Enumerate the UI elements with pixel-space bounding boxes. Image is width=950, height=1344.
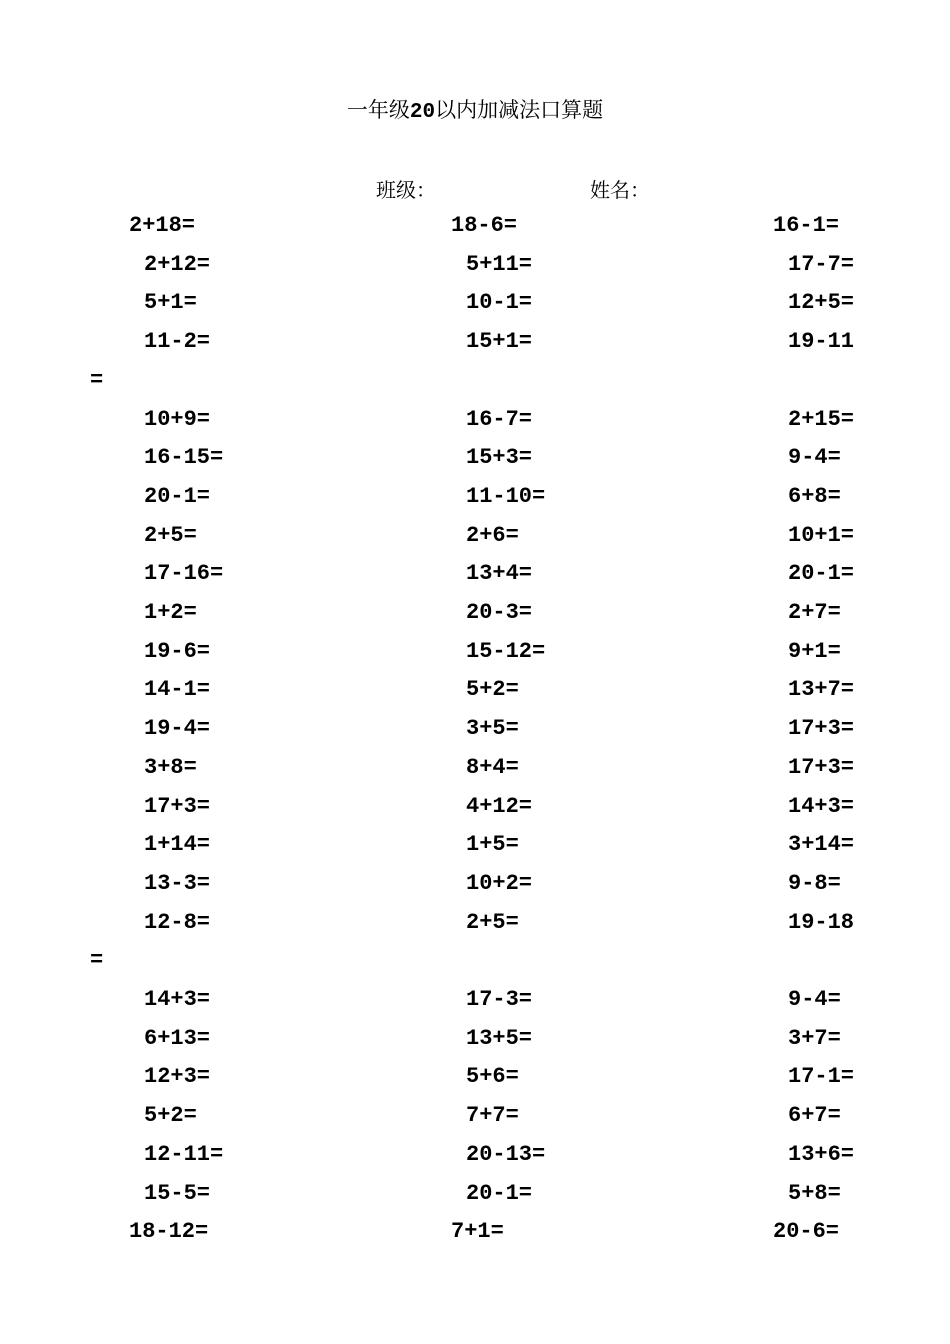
- problem-item: 17+3=: [144, 793, 211, 819]
- problem-item: 5+11=: [466, 251, 533, 277]
- problem-item: 17+3=: [788, 716, 855, 742]
- problem-item: 17-3=: [466, 987, 533, 1012]
- problem-item: 6+8=: [788, 483, 841, 509]
- name-label: 姓名：: [590, 178, 650, 202]
- problem-item: 20-1=: [466, 1180, 533, 1206]
- title-prefix: 一年级: [346, 98, 410, 122]
- problem-item: 3+14=: [788, 832, 855, 858]
- problem-item: 17-16=: [144, 561, 224, 587]
- problem-item: 10+9=: [144, 406, 211, 432]
- title-number: 20: [409, 101, 436, 124]
- title-suffix: 以内加减法口算题: [435, 98, 604, 122]
- page-title: [0, 94, 950, 124]
- problem-item: 1+5=: [466, 832, 519, 858]
- problem-item: 15-5=: [144, 1180, 211, 1206]
- problem-item: 19-6=: [144, 638, 211, 664]
- problem-item: 6+7=: [788, 1103, 841, 1129]
- problem-item: 20-6=: [773, 1219, 840, 1245]
- problem-item: 9-8=: [788, 870, 841, 896]
- problem-item: 14+3=: [144, 987, 211, 1012]
- problem-item: 12-11=: [144, 1141, 224, 1167]
- problem-item: 13+5=: [466, 1025, 533, 1051]
- problem-item: 10+1=: [788, 522, 855, 548]
- problem-item: 17-1=: [788, 1064, 855, 1090]
- problem-item: 13+7=: [788, 677, 855, 703]
- problem-item: 10-1=: [466, 290, 533, 316]
- problem-item: 2+6=: [466, 522, 519, 548]
- problem-item: 14-1=: [144, 677, 211, 703]
- problem-item: 10+2=: [466, 870, 533, 896]
- problem-item: 16-7=: [466, 406, 533, 432]
- problem-item: 6+13=: [144, 1025, 211, 1051]
- problem-item: 20-3=: [466, 600, 533, 625]
- problem-item: 3+5=: [466, 716, 519, 742]
- problem-item: 17-7=: [788, 251, 855, 277]
- problem-item: 18-6=: [451, 213, 518, 238]
- problem-item: 19-18: [788, 909, 855, 935]
- problem-item: 5+2=: [466, 677, 519, 703]
- problem-item: 5+1=: [144, 290, 197, 316]
- problem-item: 2+18=: [129, 213, 196, 238]
- problem-item: 14+3=: [788, 793, 855, 819]
- problem-item: 13-3=: [144, 870, 211, 896]
- problem-item: 20-1=: [144, 483, 211, 509]
- problem-item: 19-4=: [144, 716, 211, 742]
- problem-item: 13+6=: [788, 1141, 855, 1167]
- problem-item: 1+14=: [144, 832, 211, 858]
- problem-item: 19-11: [788, 329, 855, 355]
- problem-item: 11-2=: [144, 329, 211, 355]
- wrapped-equals: =: [90, 367, 104, 393]
- problem-item: 2+15=: [788, 406, 855, 432]
- class-label: 班级：: [376, 178, 436, 202]
- problem-item: 15+1=: [466, 329, 533, 355]
- problem-item: 8+4=: [466, 754, 519, 780]
- problem-item: 15+3=: [466, 445, 533, 471]
- problem-item: 1+2=: [144, 600, 197, 625]
- problem-item: 5+6=: [466, 1064, 519, 1090]
- problem-item: 15-12=: [466, 638, 546, 664]
- problem-item: 9-4=: [788, 445, 841, 471]
- problem-item: 2+5=: [144, 522, 197, 548]
- problem-item: 7+7=: [466, 1103, 519, 1129]
- problem-item: 9+1=: [788, 638, 841, 664]
- problem-item: 12+3=: [144, 1064, 211, 1090]
- problem-item: 3+8=: [144, 754, 197, 780]
- problem-item: 20-1=: [788, 561, 855, 587]
- problem-item: 12+5=: [788, 290, 855, 316]
- problem-item: 16-1=: [773, 213, 840, 238]
- problem-item: 3+7=: [788, 1025, 841, 1051]
- problem-item: 7+1=: [451, 1219, 504, 1245]
- problem-item: 9-4=: [788, 987, 841, 1012]
- problem-item: 2+12=: [144, 251, 211, 277]
- problem-item: 13+4=: [466, 561, 533, 587]
- problem-item: 4+12=: [466, 793, 533, 819]
- wrapped-equals: =: [90, 948, 104, 974]
- problem-item: 18-12=: [129, 1219, 209, 1245]
- problem-item: 2+5=: [466, 909, 519, 935]
- problem-item: 12-8=: [144, 909, 211, 935]
- problem-item: 2+7=: [788, 600, 841, 625]
- problem-item: 17+3=: [788, 754, 855, 780]
- problem-item: 16-15=: [144, 445, 224, 471]
- problem-item: 11-10=: [466, 483, 546, 509]
- problem-item: 20-13=: [466, 1141, 546, 1167]
- problem-item: 5+2=: [144, 1103, 197, 1129]
- problem-item: 5+8=: [788, 1180, 841, 1206]
